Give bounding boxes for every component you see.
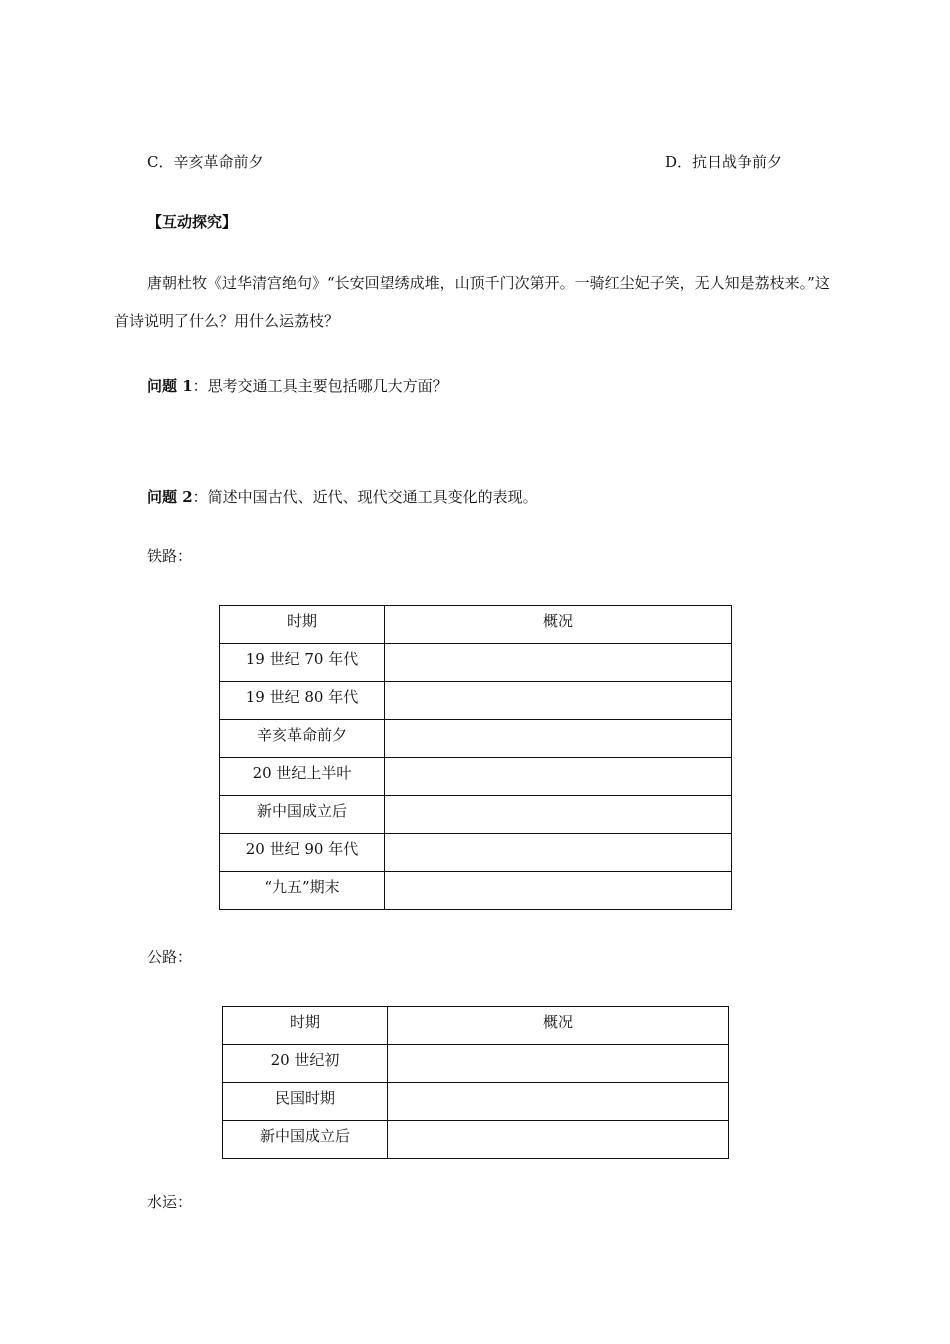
table-row	[223, 1045, 729, 1083]
table-row	[220, 872, 732, 910]
table-row	[220, 720, 732, 758]
overview-cell[interactable]	[385, 644, 732, 682]
option-c: C．辛亥革命前夕	[147, 153, 264, 171]
period-cell: 民国时期	[223, 1083, 388, 1121]
table-row	[220, 682, 732, 720]
highway-label: 公路：	[147, 948, 193, 966]
table-row	[220, 834, 732, 872]
period-cell: 20 世纪 90 年代	[220, 834, 385, 872]
header-overview: 概况	[388, 1007, 729, 1045]
table-row	[220, 758, 732, 796]
table-header-row	[223, 1007, 729, 1045]
question-1-text: ：思考交通工具主要包括哪几大方面？	[192, 377, 448, 395]
header-period: 时期	[220, 606, 385, 644]
overview-cell[interactable]	[388, 1045, 729, 1083]
overview-cell[interactable]	[385, 834, 732, 872]
railway-table	[219, 605, 732, 910]
overview-cell[interactable]	[388, 1083, 729, 1121]
period-cell: 19 世纪 70 年代	[220, 644, 385, 682]
period-cell: 新中国成立后	[223, 1121, 388, 1159]
option-d: D．抗日战争前夕	[665, 153, 783, 171]
question-1-label: 问题 1	[147, 377, 193, 395]
question-2-text: ：简述中国古代、近代、现代交通工具变化的表现。	[192, 488, 538, 506]
overview-cell[interactable]	[385, 720, 732, 758]
overview-cell[interactable]	[385, 796, 732, 834]
period-cell: 19 世纪 80 年代	[220, 682, 385, 720]
period-cell: 辛亥革命前夕	[220, 720, 385, 758]
overview-cell[interactable]	[385, 758, 732, 796]
overview-cell[interactable]	[388, 1121, 729, 1159]
table-row	[220, 796, 732, 834]
header-period: 时期	[223, 1007, 388, 1045]
question-2	[147, 487, 538, 507]
question-2-label: 问题 2	[147, 488, 193, 506]
highway-table	[222, 1006, 729, 1159]
overview-cell[interactable]	[385, 682, 732, 720]
section-title: 【互动探究】	[147, 213, 238, 231]
poem-paragraph: 唐朝杜牧《过华清宫绝句》“长安回望绣成堆，山顶千门次第开。一骑红尘妃子笑，无人知是荔枝来。”这首诗说明了什么？用什么运荔枝？	[114, 274, 830, 330]
railway-label: 铁路：	[147, 547, 193, 565]
period-cell: “九五”期末	[220, 872, 385, 910]
header-overview: 概况	[385, 606, 732, 644]
period-cell: 新中国成立后	[220, 796, 385, 834]
period-cell: 20 世纪上半叶	[220, 758, 385, 796]
table-header-row	[220, 606, 732, 644]
waterway-label: 水运：	[147, 1193, 193, 1211]
question-1	[147, 376, 448, 396]
table-row	[223, 1121, 729, 1159]
period-cell: 20 世纪初	[223, 1045, 388, 1083]
table-row	[223, 1083, 729, 1121]
overview-cell[interactable]	[385, 872, 732, 910]
table-row	[220, 644, 732, 682]
